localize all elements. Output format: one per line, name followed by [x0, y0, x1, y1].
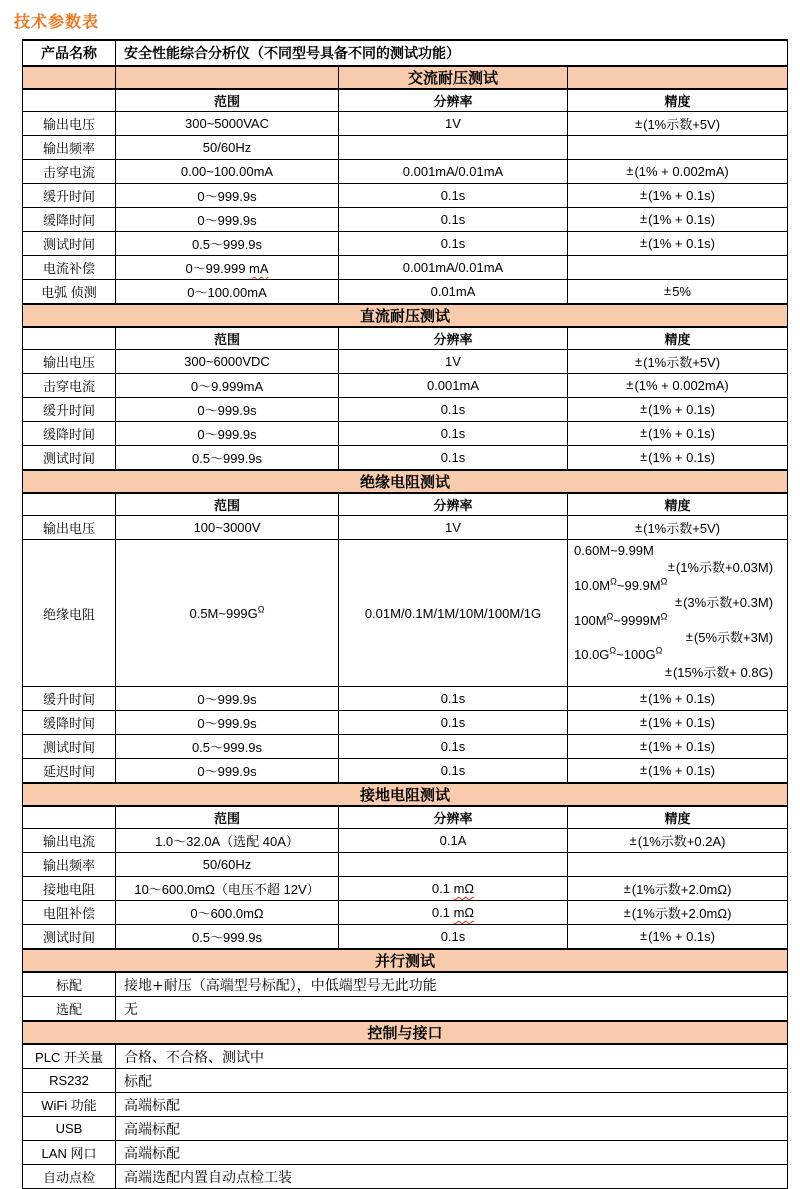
param-accuracy: ±(1% + 0.002mA) [568, 160, 788, 184]
param-label: 延迟时间 [23, 759, 116, 784]
section-header-empty-cell [23, 66, 116, 89]
accuracy-line: ±(1%示数+0.03M) [667, 559, 774, 576]
feature-label: 选配 [23, 997, 116, 1022]
accuracy-line: ±(15%示数+ 0.8G) [664, 663, 774, 680]
param-label: 输出电压 [23, 350, 116, 374]
param-label: 接地电阻 [23, 877, 116, 901]
table-row [23, 280, 788, 305]
param-resolution: 0.01M/0.1M/1M/10M/100M/1G [339, 540, 568, 687]
table-row [23, 901, 788, 925]
table-row [23, 160, 788, 184]
table-row [23, 1069, 788, 1093]
param-accuracy: ±(1% + 0.1s) [568, 398, 788, 422]
table-row [23, 1117, 788, 1141]
param-range: $0.5M\sim 999G^\Omega$ [116, 540, 339, 687]
table-row [23, 1044, 788, 1069]
param-range: 50/60Hz [116, 853, 339, 877]
column-header-row [23, 327, 788, 350]
param-label: 缓降时间 [23, 422, 116, 446]
param-accuracy [568, 256, 788, 280]
param-label: 测试时间 [23, 925, 116, 950]
param-label: 测试时间 [23, 446, 116, 471]
section-header-row [23, 1021, 788, 1044]
param-resolution: 0.1 mΩ [339, 877, 568, 901]
accuracy-line: ±(5%示数+3M) [685, 629, 774, 646]
product-name-value: 安全性能综合分析仪（不同型号具备不同的测试功能） [116, 40, 788, 66]
table-row [23, 256, 788, 280]
param-range: 0～999.9s [116, 711, 339, 735]
product-row [23, 40, 788, 66]
param-label: 输出电压 [23, 516, 116, 540]
param-resolution: 1V [339, 112, 568, 136]
column-header: 精度 [568, 327, 788, 350]
column-header: 精度 [568, 493, 788, 516]
section-header-empty-cell [116, 66, 339, 89]
feature-value: 合格、不合格、测试中 [116, 1044, 788, 1069]
column-header: 分辨率 [339, 806, 568, 829]
param-label: 测试时间 [23, 232, 116, 256]
table-row [23, 398, 788, 422]
param-range: 0～600.0mΩ [116, 901, 339, 925]
param-accuracy: ±(1%示数+5V) [568, 112, 788, 136]
param-label: 击穿电流 [23, 374, 116, 398]
param-resolution: 0.1s [339, 446, 568, 471]
column-header-row [23, 493, 788, 516]
table-row [23, 1141, 788, 1165]
param-range: 50/60Hz [116, 136, 339, 160]
param-label: 缓升时间 [23, 687, 116, 711]
section-header-row [23, 783, 788, 806]
table-row [23, 112, 788, 136]
param-accuracy: ±(1% + 0.1s) [568, 422, 788, 446]
param-range: 300~6000VDC [116, 350, 339, 374]
param-resolution: 0.1s [339, 687, 568, 711]
table-row [23, 232, 788, 256]
table-row [23, 422, 788, 446]
param-range: 0～999.9s [116, 184, 339, 208]
column-header: 精度 [568, 89, 788, 112]
section-header-row [23, 304, 788, 327]
feature-label: LAN 网口 [23, 1141, 116, 1165]
table-row [23, 136, 788, 160]
column-header: 精度 [568, 806, 788, 829]
param-range: 0～999.9s [116, 422, 339, 446]
section-header-row [23, 470, 788, 493]
param-accuracy [568, 136, 788, 160]
accuracy-line: ±(3%示数+0.3M) [674, 594, 774, 611]
param-range: 0～99.999 mA [116, 256, 339, 280]
table-row [23, 446, 788, 471]
section-header: 绝缘电阻测试 [23, 470, 788, 493]
param-label: 缓升时间 [23, 184, 116, 208]
feature-label: USB [23, 1117, 116, 1141]
column-header-empty-cell [23, 89, 116, 112]
param-resolution: 0.1s [339, 208, 568, 232]
param-accuracy: ±(1%示数+5V) [568, 350, 788, 374]
feature-label: RS232 [23, 1069, 116, 1093]
column-header: 范围 [116, 493, 339, 516]
column-header-row [23, 89, 788, 112]
column-header: 范围 [116, 806, 339, 829]
param-resolution: 0.1s [339, 711, 568, 735]
param-resolution: 0.01mA [339, 280, 568, 305]
table-row [23, 735, 788, 759]
table-row [23, 350, 788, 374]
param-accuracy: ±(1% + 0.1s) [568, 925, 788, 950]
section-header: 接地电阻测试 [23, 783, 788, 806]
param-accuracy: ±(1% + 0.1s) [568, 184, 788, 208]
table-row [23, 687, 788, 711]
param-label: 绝缘电阻 [23, 540, 116, 687]
param-label: 电弧 侦测 [23, 280, 116, 305]
param-resolution: 0.1A [339, 829, 568, 853]
spec-table-body [23, 40, 788, 1189]
param-range: 1.0～32.0A（选配 40A） [116, 829, 339, 853]
param-resolution: 0.1s [339, 232, 568, 256]
param-range: 0.5～999.9s [116, 232, 339, 256]
table-row [23, 759, 788, 784]
table-row [23, 829, 788, 853]
table-row [23, 184, 788, 208]
page-title: 技术参数表 [14, 12, 100, 31]
section-header-empty-cell [568, 66, 788, 89]
param-resolution [339, 853, 568, 877]
column-header: 分辨率 [339, 493, 568, 516]
param-accuracy: ±(1%示数+2.0mΩ) [568, 877, 788, 901]
param-range: 0.5～999.9s [116, 735, 339, 759]
param-range: 0～999.9s [116, 398, 339, 422]
param-range: 0～999.9s [116, 208, 339, 232]
table-row [23, 972, 788, 997]
section-header-row [23, 66, 788, 89]
table-row [23, 853, 788, 877]
column-header: 范围 [116, 89, 339, 112]
param-accuracy: ±(1%示数+2.0mΩ) [568, 901, 788, 925]
feature-value: 接地+耐压（高端型号标配），中低端型号无此功能 [116, 972, 788, 997]
table-row [23, 208, 788, 232]
feature-label: 标配 [23, 972, 116, 997]
param-range: 0.5～999.9s [116, 446, 339, 471]
param-label: 输出电压 [23, 112, 116, 136]
accuracy-line: $100M^\Omega\sim 9999M^\Omega$ [574, 611, 668, 628]
param-accuracy: ±(1%示数+0.2A) [568, 829, 788, 853]
param-accuracy: ±(1%示数+5V) [568, 516, 788, 540]
column-header: 范围 [116, 327, 339, 350]
param-range: 0～100.00mA [116, 280, 339, 305]
param-label: 缓升时间 [23, 398, 116, 422]
table-row [23, 540, 788, 687]
param-resolution: 0.1s [339, 184, 568, 208]
param-resolution: 0.001mA/0.01mA [339, 160, 568, 184]
param-label: 输出频率 [23, 853, 116, 877]
table-row [23, 1093, 788, 1117]
param-accuracy-multiline [568, 540, 788, 687]
param-resolution [339, 136, 568, 160]
spec-table [22, 39, 788, 1189]
column-header: 分辨率 [339, 327, 568, 350]
param-resolution: 0.001mA/0.01mA [339, 256, 568, 280]
column-header-empty-cell [23, 493, 116, 516]
param-accuracy: ±(1% + 0.002mA) [568, 374, 788, 398]
param-resolution: 0.1s [339, 398, 568, 422]
column-header-empty-cell [23, 806, 116, 829]
table-row [23, 516, 788, 540]
param-accuracy [568, 853, 788, 877]
section-header: 控制与接口 [23, 1021, 788, 1044]
param-accuracy: ±(1% + 0.1s) [568, 735, 788, 759]
product-name-label: 产品名称 [23, 40, 116, 66]
param-label: 测试时间 [23, 735, 116, 759]
table-row [23, 711, 788, 735]
param-accuracy: ±(1% + 0.1s) [568, 711, 788, 735]
param-label: 缓降时间 [23, 711, 116, 735]
accuracy-line: 0.60M~9.99M [574, 543, 654, 558]
param-range: 300~5000VAC [116, 112, 339, 136]
param-accuracy: ±(1% + 0.1s) [568, 687, 788, 711]
feature-value: 高端标配 [116, 1141, 788, 1165]
column-header-row [23, 806, 788, 829]
param-range: 0.00~100.00mA [116, 160, 339, 184]
param-accuracy: ±(1% + 0.1s) [568, 446, 788, 471]
param-resolution: 0.1s [339, 735, 568, 759]
param-resolution: 1V [339, 516, 568, 540]
table-row [23, 1165, 788, 1189]
feature-value: 高端标配 [116, 1117, 788, 1141]
param-accuracy: ±(1% + 0.1s) [568, 208, 788, 232]
feature-label: PLC 开关量 [23, 1044, 116, 1069]
param-range: 0～9.999mA [116, 374, 339, 398]
param-resolution: 0.1 mΩ [339, 901, 568, 925]
feature-label: WiFi 功能 [23, 1093, 116, 1117]
param-label: 电流补偿 [23, 256, 116, 280]
param-label: 缓降时间 [23, 208, 116, 232]
param-accuracy: ±5% [568, 280, 788, 305]
param-accuracy: ±(1% + 0.1s) [568, 759, 788, 784]
column-header-empty-cell [23, 327, 116, 350]
param-resolution: 1V [339, 350, 568, 374]
param-resolution: 0.001mA [339, 374, 568, 398]
param-range: 100~3000V [116, 516, 339, 540]
table-row [23, 997, 788, 1022]
param-resolution: 0.1s [339, 422, 568, 446]
section-header: 直流耐压测试 [23, 304, 788, 327]
column-header: 分辨率 [339, 89, 568, 112]
feature-label: 自动点检 [23, 1165, 116, 1189]
section-header: 并行测试 [23, 949, 788, 972]
table-row [23, 877, 788, 901]
feature-value: 高端选配内置自动点检工装 [116, 1165, 788, 1189]
param-range: 0～999.9s [116, 759, 339, 784]
accuracy-line: $10.0G^\Omega\sim 100G^\Omega$ [574, 646, 663, 663]
param-label: 电阻补偿 [23, 901, 116, 925]
param-resolution: 0.1s [339, 925, 568, 950]
section-header-row [23, 949, 788, 972]
table-row [23, 374, 788, 398]
accuracy-line: $10.0M^\Omega\sim 99.9M^\Omega$ [574, 576, 668, 593]
param-accuracy: ±(1% + 0.1s) [568, 232, 788, 256]
param-label: 击穿电流 [23, 160, 116, 184]
param-label: 输出频率 [23, 136, 116, 160]
param-range: 0～999.9s [116, 687, 339, 711]
feature-value: 标配 [116, 1069, 788, 1093]
param-resolution: 0.1s [339, 759, 568, 784]
feature-value: 无 [116, 997, 788, 1022]
table-row [23, 925, 788, 950]
param-label: 输出电流 [23, 829, 116, 853]
section-header: 交流耐压测试 [339, 66, 568, 89]
param-range: 10～600.0mΩ（电压不超 12V） [116, 877, 339, 901]
feature-value: 高端标配 [116, 1093, 788, 1117]
param-range: 0.5～999.9s [116, 925, 339, 950]
